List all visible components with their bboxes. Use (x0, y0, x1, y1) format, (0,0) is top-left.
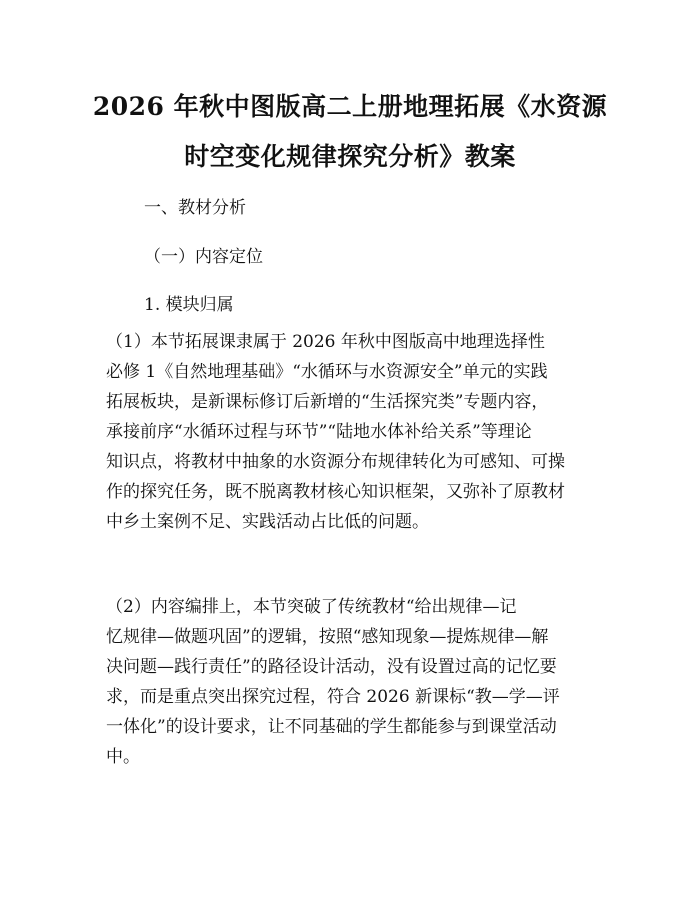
paragraph-line: 作的探究任务，既不脱离教材核心知识框架，又弥补了原教材 (106, 482, 565, 502)
paragraph-line: 承接前序“水循环过程与环节”“陆地水体补给关系”等理论 (106, 422, 532, 442)
paragraph-line: 一体化”的设计要求，让不同基础的学生都能参与到课堂活动 (106, 717, 557, 737)
section-heading: 一、教材分析 (144, 198, 246, 218)
paragraph-line: 求，而是重点突出探究过程，符合 2026 新课标“教—学—评 (106, 687, 560, 707)
paragraph-line: （2）内容编排上，本节突破了传统教材“给出规律—记 (106, 597, 517, 617)
paragraph-2 (106, 592, 606, 772)
paragraph-line: 决问题—践行责任”的路径设计活动，没有设置过高的记忆要 (106, 657, 557, 677)
paragraph-line: 知识点，将教材中抽象的水资源分布规律转化为可感知、可操 (106, 452, 565, 472)
paragraph-line: （1）本节拓展课隶属于 2026 年秋中图版高中地理选择性 (106, 332, 545, 352)
document-title-line-1: 2026 年秋中图版高二上册地理拓展《水资源 (92, 92, 608, 121)
paragraph-line: 忆规律—做题巩固”的逻辑，按照“感知现象—提炼规律—解 (106, 627, 549, 647)
subsection-heading: （一）内容定位 (144, 247, 263, 267)
paragraph-line: 中乡土案例不足、实践活动占比低的问题。 (106, 512, 429, 532)
paragraph-line: 拓展板块，是新课标修订后新增的“生活探究类”专题内容， (106, 392, 549, 412)
paragraph-line: 必修 1《自然地理基础》“水循环与水资源安全”单元的实践 (106, 362, 548, 382)
paragraph-1 (106, 327, 606, 537)
item-heading: 1. 模块归属 (144, 295, 234, 315)
document-title-line-2: 时空变化规律探究分析》教案 (184, 142, 516, 171)
paragraph-line: 中。 (106, 747, 140, 767)
